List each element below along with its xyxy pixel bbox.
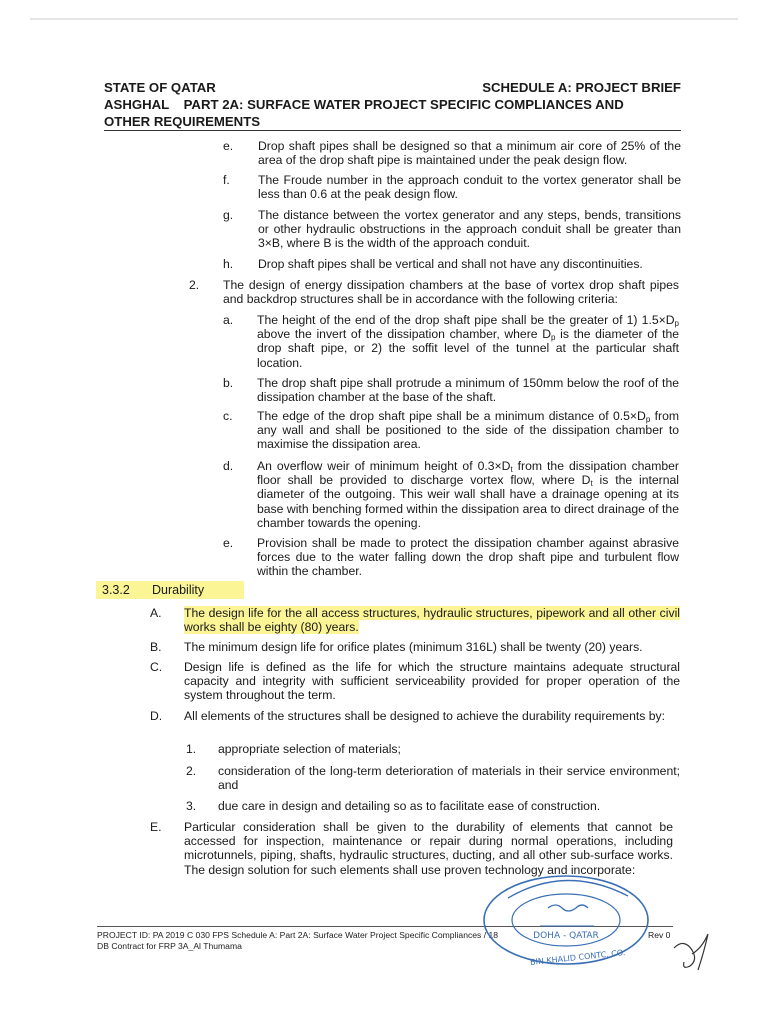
page-header <box>104 79 681 130</box>
item-text: Provision shall be made to protect the dissipation chamber against abrasive forces due to the water falling down the drop shaft pipe and turbulent flow within the chamber. <box>257 536 679 579</box>
item-text: The minimum design life for orifice plates (minimum 316L) shall be twenty (20) years. <box>184 640 643 654</box>
footer-line1: PROJECT ID: PA 2019 C 030 FPS Schedule A: Part 2A: Surface Water Project Specific Compliances / 18 <box>97 930 499 940</box>
item-label: g. <box>223 208 234 222</box>
item-text: Drop shaft pipes shall be vertical and shall not have any discontinuities. <box>258 257 643 271</box>
item-label: D. <box>150 709 163 723</box>
item-text: Drop shaft pipes shall be designed so that a minimum air core of 25% of the area of the drop shaft pipe is maintained under the peak design flow. <box>258 139 681 168</box>
item-label: 3. <box>186 799 197 813</box>
item-text: The Froude number in the approach conduit to the vortex generator shall be less than 0.6 at the peak design flow. <box>258 173 681 202</box>
item-label: 1. <box>186 742 197 756</box>
item-text: due care in design and detailing so as to facilitate ease of construction. <box>218 799 601 813</box>
item-label: 2. <box>189 278 200 292</box>
item-text: The drop shaft pipe shall protrude a minimum of 150mm below the roof of the dissipation chamber at the base of the shaft. <box>257 376 679 405</box>
highlighted-text: The design life for the all access structures, hydraulic structures, pipework and all other civil works shall be eighty (80) years. <box>184 606 680 635</box>
item-text: consideration of the long-term deterioration of materials in their service environment; and <box>218 764 680 793</box>
footer-revision: Rev 0 <box>648 930 671 940</box>
item-label: A. <box>150 606 162 620</box>
header-rule <box>104 130 681 131</box>
item-text: The edge of the drop shaft pipe shall be a minimum distance of $0.5\times D_p$ from any wall and shall be positioned to the side of the dissipation chamber to maximise the dissipation area. <box>257 409 680 452</box>
item-text: Design life is defined as the life for which the structure maintains adequate structural capacity and integrity with sufficient serviceability provided for proper operation of the system throughout the term. <box>184 660 680 703</box>
item-label: e. <box>223 139 234 153</box>
header-state: STATE OF QATAR <box>104 80 216 95</box>
item-label: C. <box>150 660 163 674</box>
item-label: b. <box>223 376 234 390</box>
item-label: d. <box>223 459 234 473</box>
item-label: e. <box>223 536 234 550</box>
item-text: All elements of the structures shall be designed to achieve the durability requirements by: <box>184 709 665 723</box>
item-label: E. <box>150 820 162 834</box>
section-title: Durability <box>152 583 205 597</box>
item-label: f. <box>223 173 230 187</box>
stamp-city: DOHA - QATAR <box>533 931 599 941</box>
footer-line2: DB Contract for FRP 3A_Al Thumama <box>97 940 242 951</box>
item-text: appropriate selection of materials; <box>218 742 401 756</box>
item-text: The design of energy dissipation chambers at the base of vortex drop shaft pipes and backdrop structures shall be in accordance with the following criteria: <box>223 278 679 307</box>
scan-top-edge <box>30 18 738 20</box>
page-footer <box>97 930 498 951</box>
item-text: The height of the end of the drop shaft pipe shall be the greater of 1) $1.5\times D_p$ above the invert of the dissipation chamber, where $D_p$ is the diameter of the drop shaft pipe, or 2) the soffit level of the tunnel at the particular shaft location. <box>257 313 680 370</box>
header-part: ASHGHAL PART 2A: SURFACE WATER PROJECT SPECIFIC COMPLIANCES AND <box>104 97 624 112</box>
item-label: B. <box>150 640 162 654</box>
item-label: 2. <box>186 764 197 778</box>
company-stamp-icon <box>478 868 658 968</box>
section-number: 3.3.2 <box>102 583 130 597</box>
item-label: c. <box>223 409 233 423</box>
item-text: Particular consideration shall be given to the durability of elements that cannot be accessed for inspection, maintenance or repair during normal operations, including microtunnels, piping, shafts, hydraulic structures, ducting, and all other sub-surface works. The design solution for such elements shall use proven technology and incorporate: <box>184 820 673 877</box>
item-label: a. <box>223 313 234 327</box>
signature-icon <box>668 918 728 978</box>
item-text: An overflow weir of minimum height of $0.3\times D_t$ from the dissipation chamber floor shall be provided to discharge vortex flow, where $D_t$ is the internal diameter of the outgoing. This weir wall shall have a drainage opening at its base with benching formed within the dissipation area to direct drainage of the chamber towards the opening. <box>257 459 679 530</box>
header-schedule: SCHEDULE A: PROJECT BRIEF <box>482 80 681 95</box>
stamp-company: BIN KHALID CONTC. CO. <box>529 948 626 967</box>
header-part2: OTHER REQUIREMENTS <box>104 114 261 129</box>
item-label: h. <box>223 257 234 271</box>
item-text: The distance between the vortex generator and any steps, bends, transitions or other hydraulic obstructions in the approach conduit shall be greater than 3×B, where B is the width of the approach conduit. <box>258 208 681 251</box>
